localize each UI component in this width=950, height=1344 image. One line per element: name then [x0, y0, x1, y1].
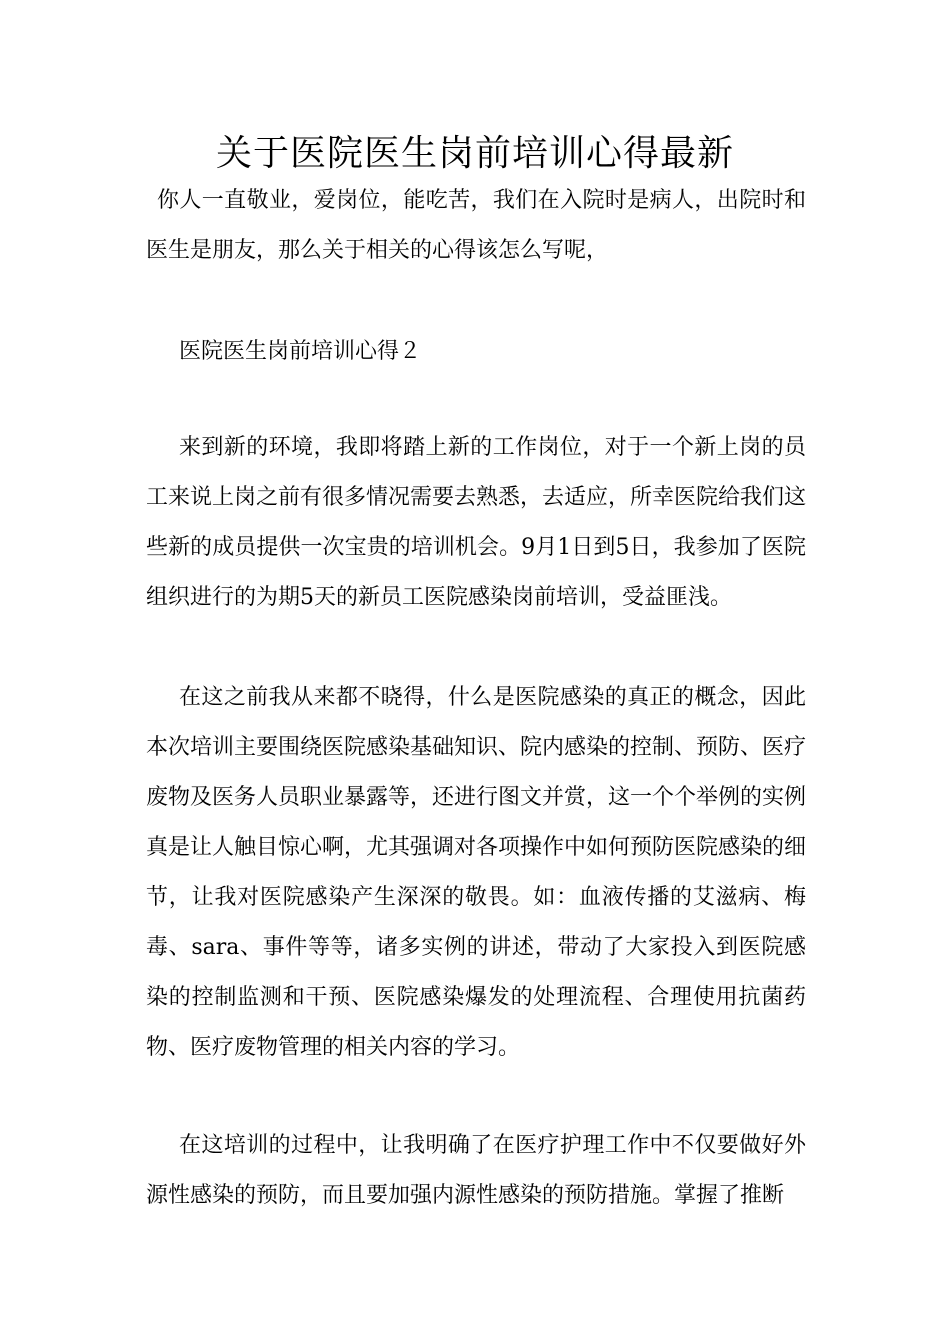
section-heading: 医院医生岗前培训心得２ [179, 339, 422, 364]
intro-paragraph: 你人一直敬业，爱岗位，能吃苦，我们在入院时是病人，出院时和医生是朋友，那么关于相关的心得该怎么写呢， [146, 188, 806, 263]
body-paragraph: 在这培训的过程中，让我明确了在医疗护理工作中不仅要做好外源性感染的预防，而且要加强内源性感染的预防措施。掌握了推断 [146, 1133, 806, 1208]
body-paragraph: 来到新的环境，我即将踏上新的工作岗位，对于一个新上岗的员工来说上岗之前有很多情况需要去熟悉，去适应，所幸医院给我们这些新的成员提供一次宝贵的培训机会。9月1日到5日，我参加了医院组织进行的为期5天的新员工医院感染岗前培训，受益匪浅。 [146, 435, 807, 610]
body-paragraph: 在这之前我从来都不晓得，什么是医院感染的真正的概念，因此本次培训主要围绕医院感染基础知识、院内感染的控制、预防、医疗废物及医务人员职业暴露等，还进行图文并赏，这一个个举例的实例真是让人触目惊心啊，尤其强调对各项操作中如何预防医院感染的细节，让我对医院感染产生深深的敬畏。如：血液传播的艾滋病、梅毒、sara、事件等等，诸多实例的讲述，带动了大家投入到医院感染的控制监测和干预、医院感染爆发的处理流程、合理使用抗菌药物、医疗废物管理的相关内容的学习。 [146, 685, 807, 1060]
document-title: 关于医院医生岗前培训心得最新 [215, 133, 734, 174]
